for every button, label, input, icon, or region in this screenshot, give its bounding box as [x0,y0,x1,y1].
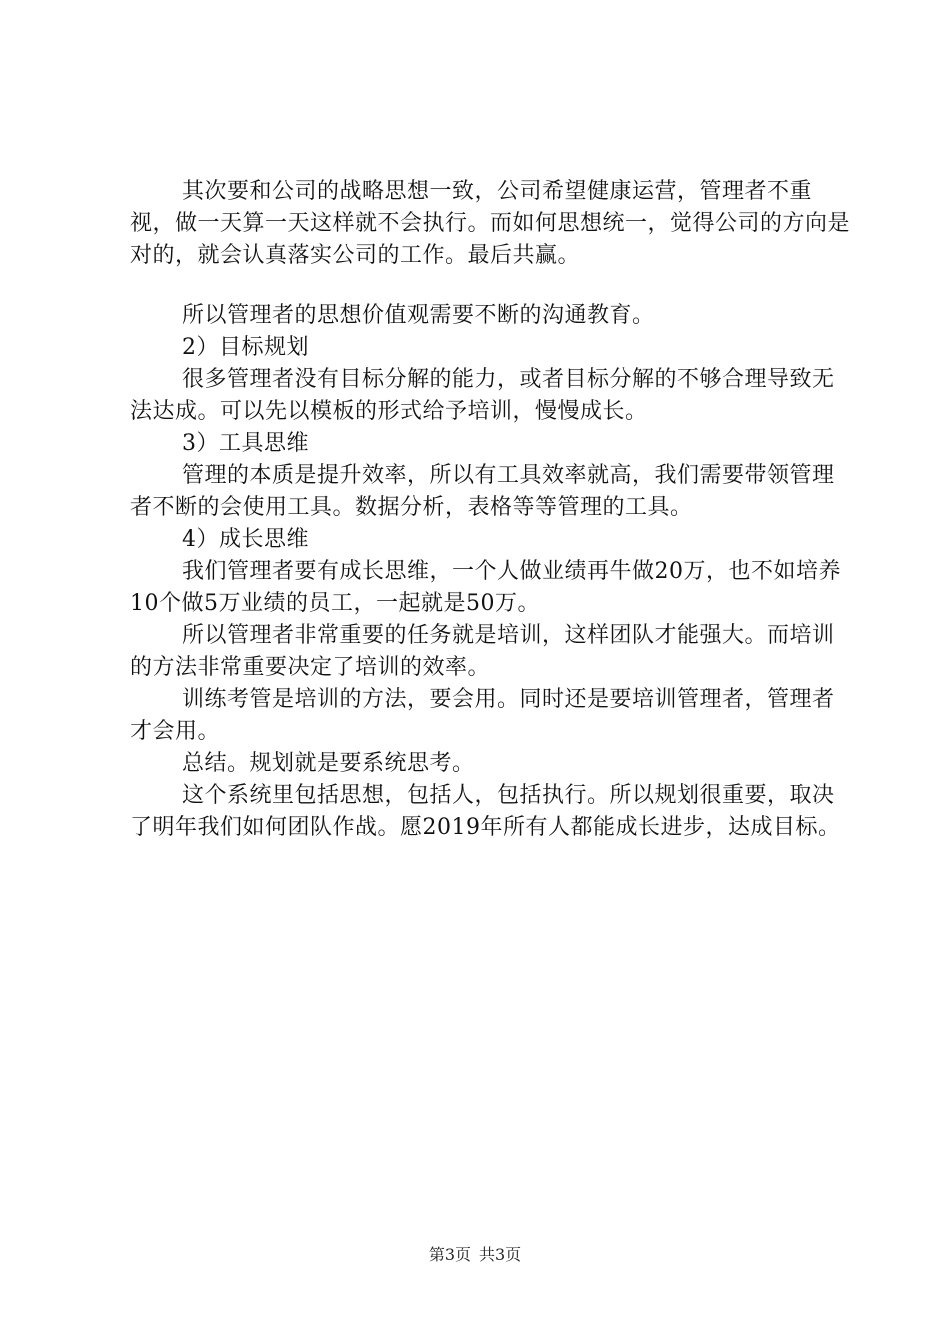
paragraph-strategy-alignment: 其次要和公司的战略思想一致，公司希望健康运营，管理者不重视，做一天算一天这样就不会执行。而如何思想统一，觉得公司的方向是对的，就会认真落实公司的工作。最后共赢。 [130,179,851,268]
paragraph-values-education: 所以管理者的思想价值观需要不断的沟通教育。 [182,303,655,328]
heading-goal-planning: 2）目标规划 [182,335,309,360]
paragraph-training-task: 所以管理者非常重要的任务就是培训，这样团队才能强大。而培训的方法非常重要决定了培训的效率。 [130,623,835,680]
heading-growth-thinking: 4）成长思维 [182,527,309,552]
paragraph-tool-thinking: 管理的本质是提升效率，所以有工具效率就高，我们需要带领管理者不断的会使用工具。数据分析，表格等等管理的工具。 [130,463,835,520]
paragraph-growth-thinking: 我们管理者要有成长思维，一个人做业绩再牛做20万，也不如培养10个做5万业绩的员工，一起就是50万。 [130,559,841,616]
paragraph-summary: 总结。规划就是要系统思考。 [182,751,475,776]
paragraph-goal-planning: 很多管理者没有目标分解的能力，或者目标分解的不够合理导致无法达成。可以先以模板的形式给予培训，慢慢成长。 [130,367,835,424]
page-footer [0,1244,950,1266]
page-number: 第3页 [428,1245,471,1264]
paragraph-training-method: 训练考管是培训的方法，要会用。同时还是要培训管理者，管理者才会用。 [130,687,835,744]
page-total: 共3页 [479,1245,522,1264]
paragraph-closing: 这个系统里包括思想，包括人，包括执行。所以规划很重要，取决了明年我们如何团队作战。愿2019年所有人都能成长进步，达成目标。 [130,783,841,840]
paragraph-gap [130,272,850,300]
heading-tool-thinking: 3）工具思维 [182,431,309,456]
document-body [130,176,850,844]
